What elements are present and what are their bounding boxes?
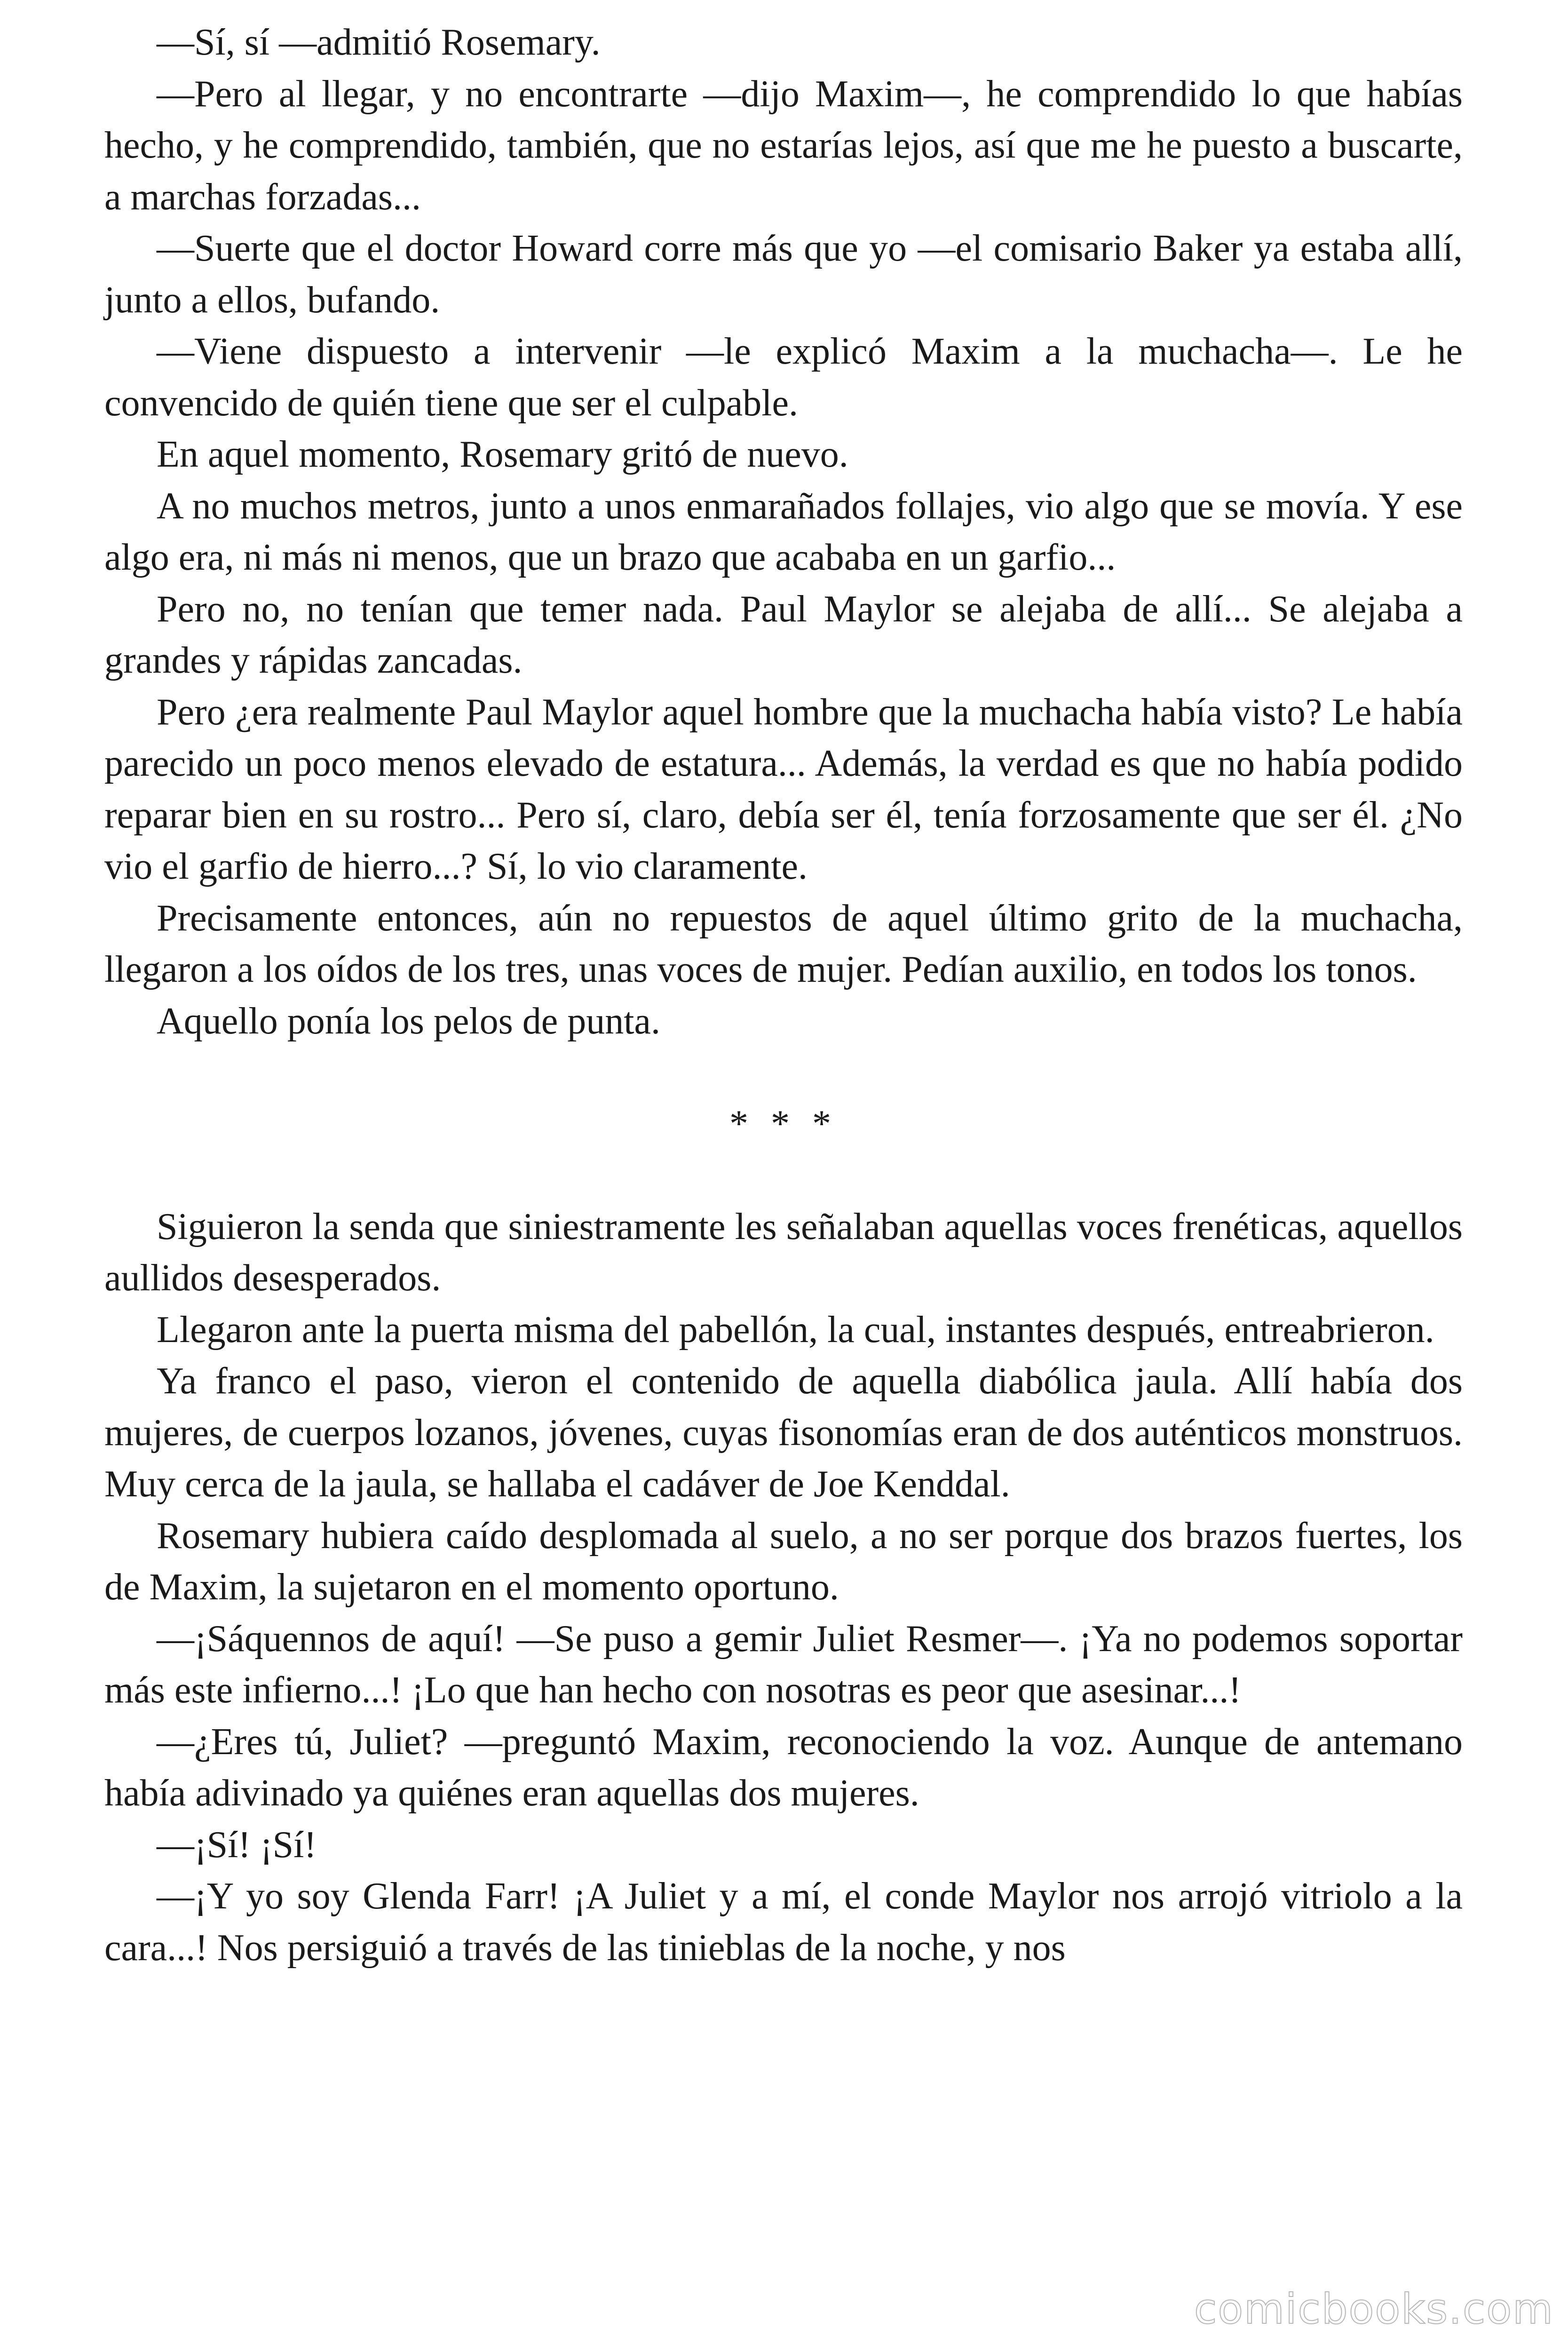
paragraph: —Suerte que el doctor Howard corre más que yo —el comisario Baker ya estaba allí, junto a ellos, bufando. bbox=[104, 228, 1463, 321]
paragraph: —¡Sí! ¡Sí! bbox=[157, 1824, 317, 1866]
paragraph: Pero no, no tenían que temer nada. Paul Maylor se alejaba de allí... Se alejaba a grandes y rápidas zancadas. bbox=[104, 588, 1463, 681]
paragraph: Siguieron la senda que siniestramente les señalaban aquellas voces frenéticas, aquellos aullidos desesperados. bbox=[104, 1206, 1463, 1299]
paragraph: —¡Sáquennos de aquí! —Se puso a gemir Juliet Resmer—. ¡Ya no podemos soportar más este infierno...! ¡Lo que han hecho con nosotras es peor que asesinar...! bbox=[104, 1618, 1463, 1711]
paragraph: Llegaron ante la puerta misma del pabellón, la cual, instantes después, entreabrieron. bbox=[157, 1309, 1434, 1351]
paragraph: A no muchos metros, junto a unos enmarañados follajes, vio algo que se movía. Y ese algo era, ni más ni menos, que un brazo que acababa en un garfio... bbox=[104, 485, 1463, 578]
paragraph: —Viene dispuesto a intervenir —le explicó Maxim a la muchacha—. Le he convencido de quién tiene que ser el culpable. bbox=[104, 331, 1463, 424]
paragraph: —¡Y yo soy Glenda Farr! ¡A Juliet y a mí, el conde Maylor nos arrojó vitriolo a la cara...! Nos persiguió a través de las tinieblas de la noche, y nos bbox=[104, 1875, 1463, 1969]
body-text bbox=[104, 17, 1463, 1974]
watermark: comicbooks.com bbox=[1194, 2285, 1554, 2333]
paragraph: —Sí, sí —admitió Rosemary. bbox=[157, 22, 601, 63]
paragraph: Pero ¿era realmente Paul Maylor aquel hombre que la muchacha había visto? Le había parecido un poco menos elevado de estatura... Además, la verdad es que no había podido reparar bien en su rostro... Pero sí, claro, debía ser él, tenía forzosamente que ser él. ¿No vio el garfio de hierro...? Sí, lo vio claramente. bbox=[104, 691, 1463, 887]
paragraph: En aquel momento, Rosemary gritó de nuevo. bbox=[157, 434, 848, 475]
paragraph: —Pero al llegar, y no encontrarte —dijo Maxim—, he comprendido lo que habías hecho, y he comprendido, también, que no estarías lejos, así que me he puesto a buscarte, a marchas forzadas... bbox=[104, 73, 1463, 218]
paragraph: Rosemary hubiera caído desplomada al suelo, a no ser porque dos brazos fuertes, los de Maxim, la sujetaron en el momento oportuno. bbox=[104, 1515, 1463, 1608]
paragraph: Aquello ponía los pelos de punta. bbox=[157, 1000, 660, 1042]
paragraph: Ya franco el paso, vieron el contenido de aquella diabólica jaula. Allí había dos mujeres, de cuerpos lozanos, jóvenes, cuyas fisonomías eran de dos auténticos monstruos. Muy cerca de la jaula, se hallaba el cadáver de Joe Kenddal. bbox=[104, 1360, 1463, 1505]
paragraph: —¿Eres tú, Juliet? —preguntó Maxim, reconociendo la voz. Aunque de antemano había adivinado ya quiénes eran aquellas dos mujeres. bbox=[104, 1721, 1463, 1814]
paragraph: Precisamente entonces, aún no repuestos de aquel último grito de la muchacha, llegaron a los oídos de los tres, unas voces de mujer. Pedían auxilio, en todos los tonos. bbox=[104, 897, 1463, 990]
section-separator: * * * bbox=[729, 1103, 838, 1144]
